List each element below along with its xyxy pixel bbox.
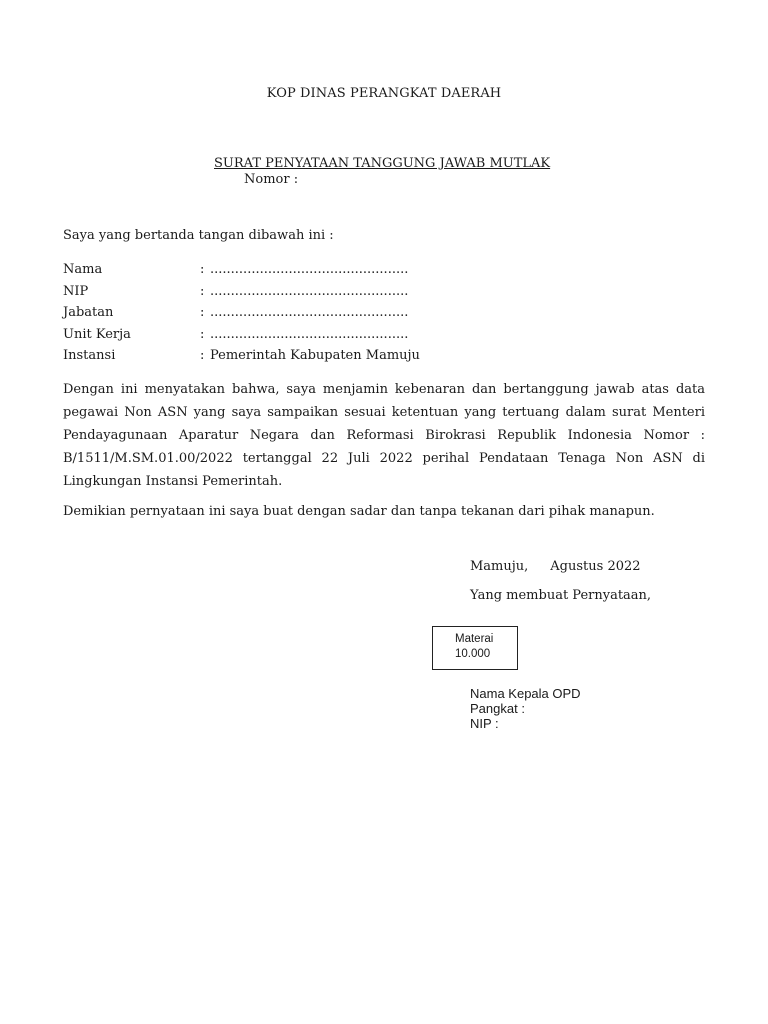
field-label: Instansi <box>63 348 116 363</box>
signature-date: Agustus 2022 <box>550 559 641 574</box>
field-value: ................................................ <box>210 305 409 320</box>
closing-paragraph: Demikian pernyataan ini saya buat dengan sadar dan tanpa tekanan dari pihak manapun. <box>63 504 655 519</box>
signatory-name: Nama Kepala OPD <box>470 686 581 701</box>
stamp-duty-box <box>432 626 518 670</box>
stamp-label: Materai <box>455 633 494 645</box>
stamp-value: 10.000 <box>455 648 491 660</box>
field-colon: : <box>200 326 205 342</box>
field-colon: : <box>200 283 205 299</box>
field-value: ................................................ <box>210 326 409 342</box>
field-colon: : <box>200 348 205 363</box>
field-label: NIP <box>63 283 89 299</box>
letterhead: KOP DINAS PERANGKAT DAERAH <box>266 86 502 101</box>
field-value: Pemerintah Kabupaten Mamuju <box>210 348 420 363</box>
signature-place-date <box>470 559 641 574</box>
intro-statement: Saya yang bertanda tangan dibawah ini : <box>63 228 334 243</box>
signature-maker: Yang membuat Pernyataan, <box>470 588 652 603</box>
field-label: Nama <box>63 262 103 277</box>
statement-paragraph: Dengan ini menyatakan bahwa, saya menjamin kebenaran dan bertanggung jawab atas data pegawai Non ASN yang saya sampaikan sesuai ketentuan yang tertuang dalam surat Menteri Pendayagunaan Aparatur Negara dan Reformasi Birokrasi Republik Indonesia Nomor : B/1511/M.SM.01.00/2022 tertanggal 22 Juli 2022 perihal Pendataan Tenaga Non ASN di Lingkungan Instansi Pemerintah. <box>63 382 705 489</box>
signatory-rank: Pangkat : <box>470 701 525 716</box>
signature-place: Mamuju, <box>470 559 529 574</box>
field-colon: : <box>200 305 205 320</box>
field-label: Jabatan <box>63 305 114 320</box>
field-value: ................................................ <box>210 283 409 299</box>
field-colon: : <box>200 262 205 277</box>
signatory-nip: NIP : <box>470 716 499 731</box>
field-value: ................................................ <box>210 262 409 277</box>
field-label: Unit Kerja <box>63 326 131 342</box>
document-title: SURAT PENYATAAN TANGGUNG JAWAB MUTLAK <box>214 156 551 171</box>
signatory-details <box>470 686 581 731</box>
document-number: Nomor : <box>244 172 299 187</box>
